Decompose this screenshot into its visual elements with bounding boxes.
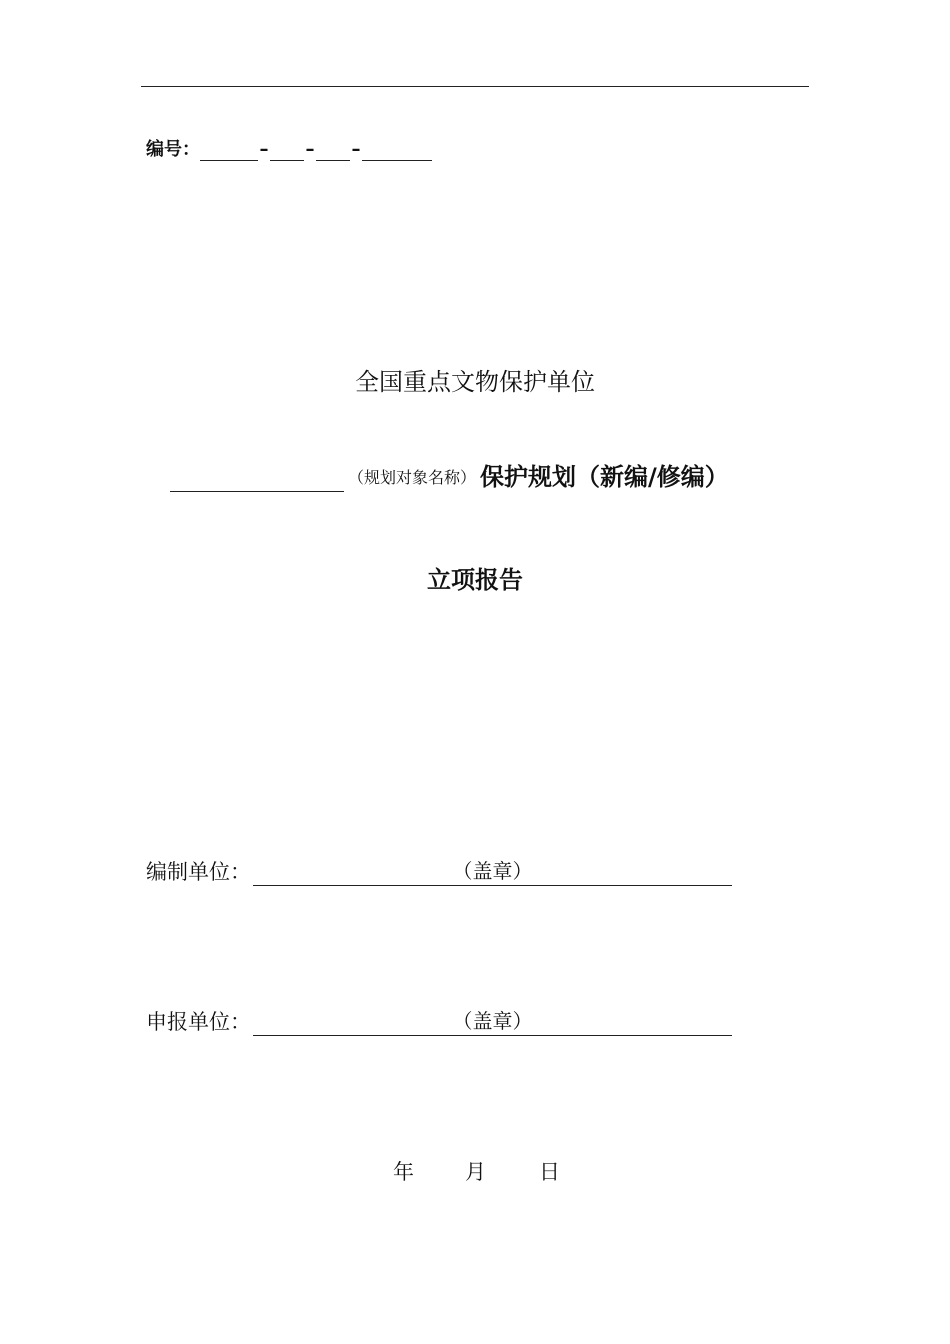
serial-blank-1	[200, 142, 258, 161]
applicant-seal-note: （盖章）	[452, 1009, 533, 1033]
serial-blank-2	[270, 142, 304, 161]
serial-dash-3: –	[351, 139, 361, 160]
header-rule	[141, 86, 809, 87]
title-line-2	[170, 462, 729, 492]
applicant-blank	[253, 1009, 732, 1036]
serial-blank-3	[316, 142, 350, 161]
object-name-blank	[170, 463, 344, 492]
date-row	[0, 1158, 950, 1188]
serial-dash-1: –	[259, 139, 269, 160]
applicant-label: 申报单位：	[146, 1010, 251, 1034]
date-month: 月	[465, 1160, 486, 1184]
compiler-label: 编制单位：	[146, 860, 251, 884]
applicant-field	[146, 1008, 732, 1036]
serial-number-row	[146, 135, 432, 161]
object-name-hint: （规划对象名称）	[348, 468, 477, 487]
date-year: 年	[393, 1160, 414, 1184]
compiler-blank	[253, 859, 732, 886]
compiler-seal-note: （盖章）	[452, 859, 533, 883]
title-line-3: 立项报告	[427, 566, 523, 594]
serial-blank-4	[362, 142, 432, 161]
plan-title: 保护规划（新编/修编）	[480, 463, 729, 491]
serial-dash-2: –	[305, 139, 315, 160]
date-day: 日	[539, 1160, 560, 1184]
title-line-1: 全国重点文物保护单位	[355, 368, 595, 396]
compiler-field	[146, 858, 732, 886]
serial-label: 编号：	[146, 139, 200, 160]
